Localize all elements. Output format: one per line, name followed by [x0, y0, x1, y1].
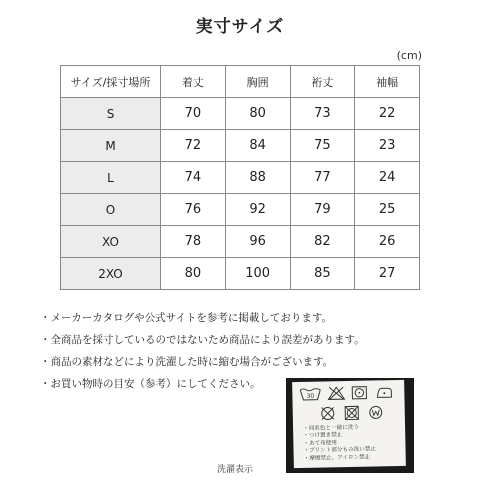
value-cell: 88: [225, 162, 290, 194]
value-cell: 76: [161, 194, 226, 226]
size-cell: M: [61, 130, 161, 162]
care-line: ・同系色と一緒に洗う: [303, 424, 360, 432]
header-chest: 胸囲: [225, 66, 290, 98]
no-tumble-icon: [344, 405, 360, 421]
value-cell: 80: [161, 258, 226, 290]
wash-temp-text: 30: [306, 392, 315, 400]
table-header-row: [61, 66, 420, 98]
value-cell: 72: [161, 130, 226, 162]
iron-icon: [375, 385, 393, 399]
care-icons-row-2: [300, 404, 400, 422]
care-label-caption: 洗濯表示: [217, 465, 254, 475]
page-title: 実寸サイズ: [195, 17, 285, 37]
table-row: [61, 162, 420, 194]
note-item: ・メーカーカタログや公式サイトを参考に掲載しております。: [40, 312, 333, 324]
value-cell: 80: [225, 98, 290, 130]
value-cell: 70: [161, 98, 226, 130]
care-line: ・あて布使用: [303, 440, 338, 447]
header-sleeve-length: 裄丈: [290, 66, 355, 98]
care-line: ・つけ置き禁止: [303, 432, 343, 440]
value-cell: 85: [290, 258, 355, 290]
table-row: [61, 226, 420, 258]
size-cell: 2XO: [61, 258, 161, 290]
value-cell: 25: [355, 194, 420, 226]
value-cell: 75: [290, 130, 355, 162]
header-length: 着丈: [161, 66, 226, 98]
value-cell: 73: [290, 98, 355, 130]
care-icons-row-1: [299, 385, 399, 403]
note-item: ・お買い物時の目安（参考）にしてください。: [40, 378, 261, 390]
care-line: ・プリント部分もみ洗い禁止: [303, 446, 377, 455]
wet-clean-icon: [368, 404, 384, 420]
note-item: ・全商品を採寸しているのではないため商品により誤差があります。: [40, 334, 365, 346]
no-dryclean-icon: [320, 405, 336, 421]
size-cell: S: [61, 98, 161, 130]
no-bleach-icon: [327, 386, 345, 400]
header-size: サイズ/採寸場所: [61, 66, 161, 98]
size-cell: L: [61, 162, 161, 194]
table-row: [61, 98, 420, 130]
value-cell: 74: [161, 162, 226, 194]
dry-icon: [351, 386, 367, 400]
value-cell: 22: [355, 98, 420, 130]
care-label: [292, 380, 406, 468]
note-item: ・商品の素材などにより洗濯した時に縮む場合がございます。: [40, 356, 334, 368]
value-cell: 78: [161, 226, 226, 258]
size-cell: XO: [61, 226, 161, 258]
value-cell: 100: [225, 258, 290, 290]
wash-30-icon: [299, 387, 321, 401]
value-cell: 96: [225, 226, 290, 258]
care-label-photo: [286, 378, 414, 473]
value-cell: 27: [355, 258, 420, 290]
value-cell: 77: [290, 162, 355, 194]
value-cell: 23: [355, 130, 420, 162]
value-cell: 79: [290, 194, 355, 226]
header-sleeve-width: 袖幅: [355, 66, 420, 98]
size-table: [60, 65, 420, 290]
table-row: [61, 130, 420, 162]
value-cell: 82: [290, 226, 355, 258]
table-row: [61, 194, 420, 226]
value-cell: 24: [355, 162, 420, 194]
table-row: [61, 258, 420, 290]
value-cell: 84: [225, 130, 290, 162]
care-line: ・摩擦禁止、アイロン禁止: [303, 454, 371, 462]
value-cell: 92: [225, 194, 290, 226]
unit-label: (cm): [396, 49, 422, 62]
size-cell: O: [61, 194, 161, 226]
value-cell: 26: [355, 226, 420, 258]
care-instructions: [303, 424, 402, 463]
